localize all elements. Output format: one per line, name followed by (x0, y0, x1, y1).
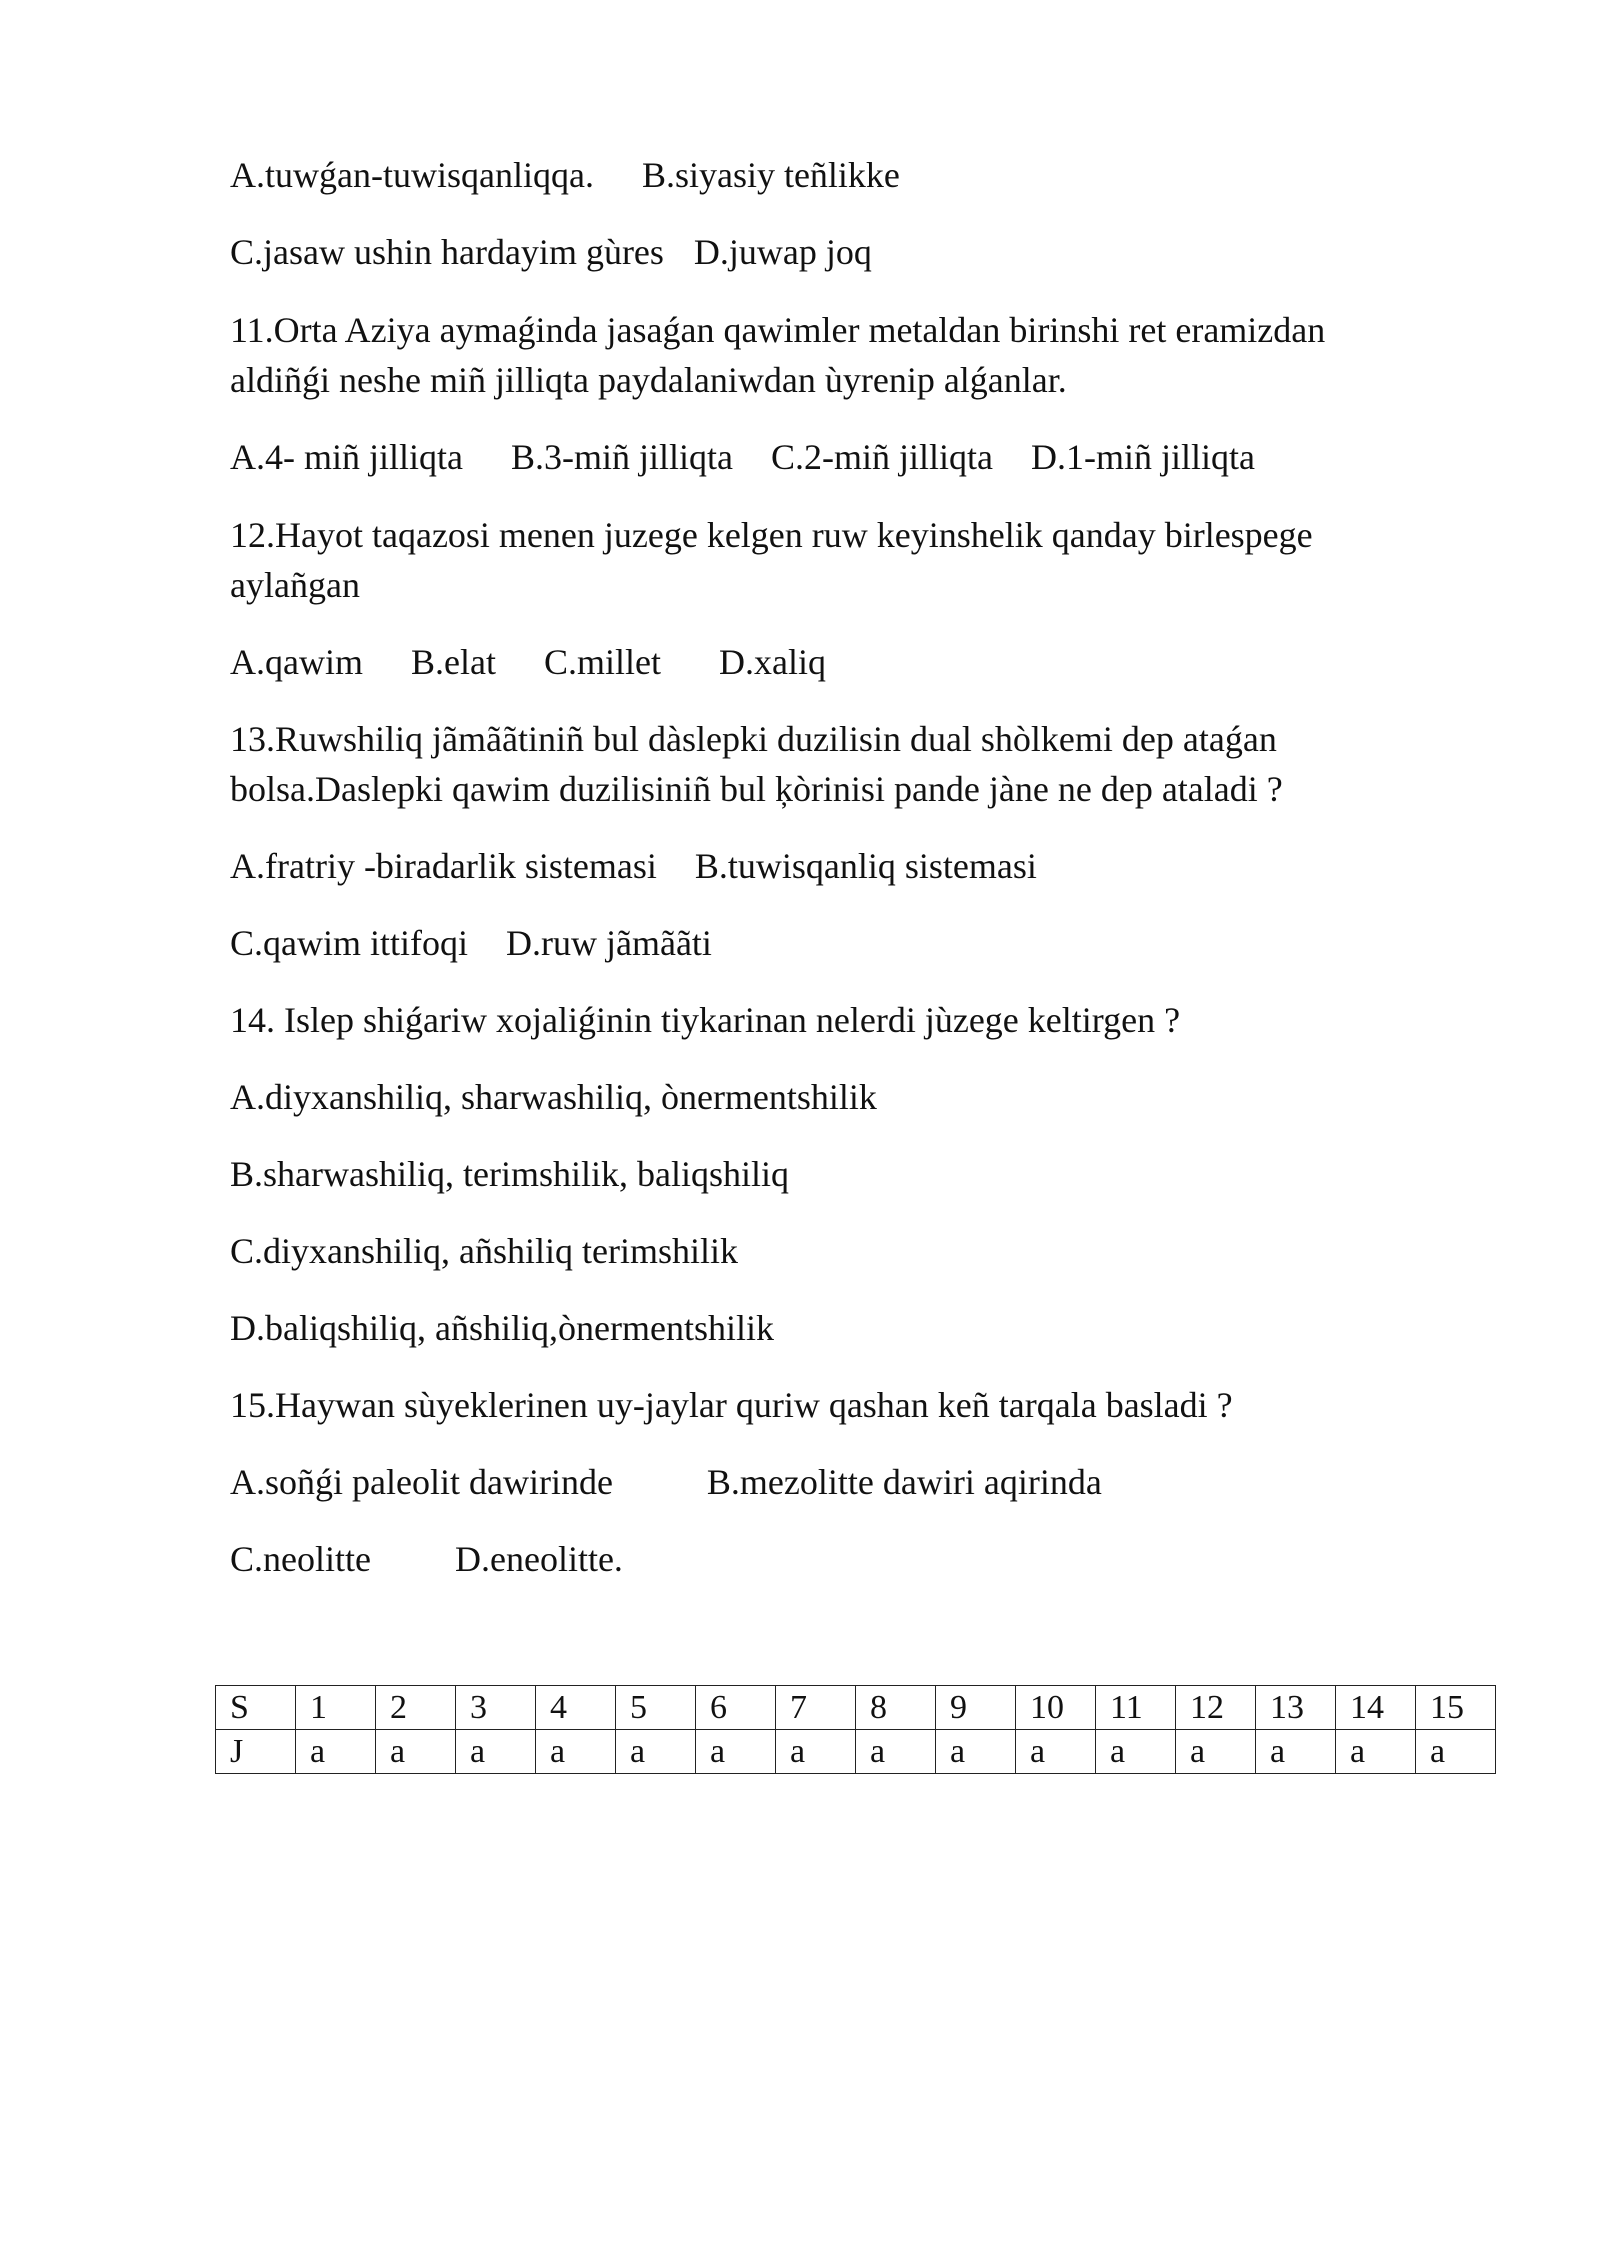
table-cell: 5 (616, 1686, 696, 1730)
q11-text-line1: 11.Orta Aziya aymaǵinda jasaǵan qawimler metaldan birinshi ret eramizdan (230, 310, 1326, 350)
q12-option-a: A.qawim (230, 642, 363, 682)
table-cell: a (456, 1730, 536, 1774)
q13-option-d: D.ruw jãmããti (506, 923, 712, 963)
table-cell: 2 (376, 1686, 456, 1730)
q15-text: 15.Haywan sùyeklerinen uy-jaylar quriw qashan keñ tarqala basladi ? (230, 1385, 1233, 1425)
q15-option-d: D.eneolitte. (454, 1539, 623, 1579)
q11-option-d: D.1-miñ jilliqta (1030, 437, 1255, 477)
q11-option-c: C.2-miñ jilliqta (770, 437, 993, 477)
table-cell: 6 (696, 1686, 776, 1730)
table-cell: a (936, 1730, 1016, 1774)
table-cell: a (856, 1730, 936, 1774)
q12-option-b: B.elat (410, 642, 496, 682)
table-cell: S (216, 1686, 296, 1730)
table-cell: a (536, 1730, 616, 1774)
table-cell: a (1336, 1730, 1416, 1774)
table-row-answers (216, 1730, 1496, 1774)
q11-option-a: A.4- miñ jilliqta (230, 437, 463, 477)
q13-option-a: A.fratriy -biradarlik sistemasi (230, 846, 657, 886)
table-cell: a (1416, 1730, 1496, 1774)
table-cell: a (296, 1730, 376, 1774)
table-row-questions (216, 1686, 1496, 1730)
table-cell: 4 (536, 1686, 616, 1730)
table-cell: a (1096, 1730, 1176, 1774)
table-cell: 10 (1016, 1686, 1096, 1730)
table-cell: J (216, 1730, 296, 1774)
table-cell: 9 (936, 1686, 1016, 1730)
table-cell: a (776, 1730, 856, 1774)
table-cell: a (616, 1730, 696, 1774)
q12-option-d: D.xaliq (718, 642, 826, 682)
q12-text-line1: 12.Hayot taqazosi menen juzege kelgen ruw keyinshelik qanday birlespege (230, 515, 1313, 555)
table-cell: 8 (856, 1686, 936, 1730)
table-cell: 13 (1256, 1686, 1336, 1730)
table-cell: a (696, 1730, 776, 1774)
table-cell: a (1016, 1730, 1096, 1774)
table-cell: 11 (1096, 1686, 1176, 1730)
table-cell: 3 (456, 1686, 536, 1730)
q13-options-row1 (230, 841, 1037, 891)
q13-option-b: B.tuwisqanliq sistemasi (694, 846, 1037, 886)
q10-option-b: B.siyasiy teñlikke (641, 155, 900, 195)
q14-option-c: C.diyxanshiliq, añshiliq terimshilik (230, 1231, 738, 1271)
q10-option-c: C.jasaw ushin hardayim gùres (230, 232, 664, 272)
table-cell: a (376, 1730, 456, 1774)
q13-text-line2: bolsa.Daslepki qawim duzilisiniñ bul ķòrinisi pande jàne ne dep ataladi ? (230, 769, 1283, 809)
table-cell: a (1256, 1730, 1336, 1774)
q15-option-c: C.neolitte (230, 1539, 371, 1579)
q13-option-c: C.qawim ittifoqi (230, 923, 468, 963)
table-cell: 15 (1416, 1686, 1496, 1730)
q13-options-row2 (230, 918, 712, 968)
q10-options-row2 (230, 227, 872, 277)
q15-options-row1 (230, 1457, 1102, 1507)
table-cell: 12 (1176, 1686, 1256, 1730)
table-cell: 7 (776, 1686, 856, 1730)
q11-options (230, 432, 1255, 482)
q15-options-row2 (230, 1534, 623, 1584)
q12-option-c: C.millet (543, 642, 661, 682)
q11-text-line2: aldiñǵi neshe miñ jilliqta paydalaniwdan ùyrenip alǵanlar. (230, 360, 1067, 400)
q10-option-d: D.juwap joq (693, 232, 872, 272)
table-cell: 14 (1336, 1686, 1416, 1730)
table-cell: 1 (296, 1686, 376, 1730)
q15-option-a: A.soñǵi paleolit dawirinde (230, 1462, 613, 1502)
table-cell: a (1176, 1730, 1256, 1774)
q13-text-line1: 13.Ruwshiliq jãmããtiniñ bul dàslepki duzilisin dual shòlkemi dep ataǵan (230, 719, 1277, 759)
q14-option-a: A.diyxanshiliq, sharwashiliq, ònermentshilik (230, 1077, 877, 1117)
q10-option-a: A.tuwǵan-tuwisqanliqqa. (230, 155, 594, 195)
q14-option-b: B.sharwashiliq, terimshilik, baliqshiliq (230, 1154, 789, 1194)
q12-options (230, 637, 826, 687)
q15-option-b: B.mezolitte dawiri aqirinda (706, 1462, 1102, 1502)
q14-text: 14. Islep shiǵariw xojaliǵinin tiykarinan nelerdi jùzege keltirgen ? (230, 1000, 1181, 1040)
q12-text-line2: aylañgan (230, 565, 360, 605)
q10-options-row1 (230, 150, 900, 200)
q11-option-b: B.3-miñ jilliqta (510, 437, 733, 477)
q14-option-d: D.baliqshiliq, añshiliq,ònermentshilik (230, 1308, 774, 1348)
answer-key-table (215, 1685, 1496, 1774)
